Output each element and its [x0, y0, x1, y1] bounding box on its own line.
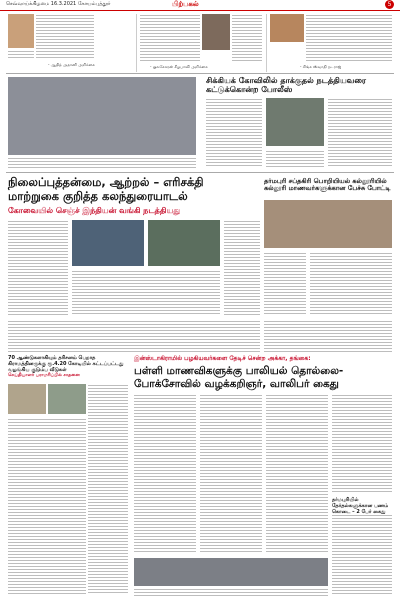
article-text: [232, 14, 262, 62]
headline-cash-seizure: தர்மபுரியில் தேர்தல்களுக்கான பணம் கொடை – 2 பேர் கைது: [332, 497, 389, 515]
article-text: [140, 14, 200, 62]
event-photo: [148, 220, 220, 266]
article-text: [88, 384, 128, 594]
rule: [6, 73, 394, 74]
masthead: பிற்பகல்: [172, 0, 199, 8]
divider: [136, 14, 137, 72]
caption: - குலசேகரன் கீழபாவி அறிக்கை: [150, 64, 208, 69]
headline-bottom-line2: போக்சோவில் வழக்கறிஞர், வாலிபர் கைது: [134, 378, 339, 390]
news-photo: [266, 98, 324, 146]
portrait-photo: [8, 14, 34, 48]
article-text: [134, 394, 196, 554]
headline-village: 70 ஆண்டுகளாகியும் தரிசனம் பெறாத கிராமத்தினருக்கு ரூ.4.20 கோடியில் கட்டப்பட்டது வழங்கிய குடும்ப வீடுகள்: [8, 355, 124, 373]
article-text: [72, 270, 220, 316]
rule: [6, 172, 394, 173]
article-text: [36, 14, 94, 60]
headline-main-line2: மாற்றுகை குறித்த கலந்துரையாடல்: [8, 189, 188, 203]
caption: - சிங்க ஸ்வாதி நடராஜ்: [300, 64, 342, 69]
event-photo: [72, 220, 144, 266]
divider: [266, 14, 267, 72]
article-text: [206, 98, 262, 168]
news-photo: [8, 384, 46, 414]
article-text: [332, 514, 392, 594]
headline-temple: சிக்கியக் கோவிலில் தாக்குதல் நடத்தியவரை கட்டுக்கொன்ற போலீஸ்: [206, 76, 367, 95]
subhead-main: கோவையில் செஞ்ச் இந்தியன் வங்கி நடத்தியது: [8, 206, 181, 215]
news-photo: [48, 384, 86, 414]
photo-caption: [134, 588, 328, 596]
article-text: [266, 150, 324, 168]
article-text: [224, 220, 260, 316]
subhead-village: செய்தியாளர் பராமரிப்பில் சாதனை: [8, 373, 80, 378]
article-text: [8, 220, 68, 316]
article-text: [8, 320, 260, 354]
event-photo: [8, 77, 196, 155]
article-text: [266, 394, 328, 554]
article-text: [264, 320, 392, 354]
headline-college: தர்மபுரி சப்தகிரி பொறியியல் கல்லூரியில் கல்லூரி மாணவர்களுக்கான பேச்சு போட்டி: [264, 177, 391, 193]
page-number: 5: [385, 0, 394, 9]
photo-caption: [8, 157, 196, 169]
portrait-photo: [202, 14, 230, 50]
article-text: [264, 252, 306, 316]
meeting-photo: [134, 558, 328, 586]
article-text: [8, 418, 86, 594]
article-text: [306, 14, 392, 62]
portrait-photo: [270, 14, 304, 42]
article-text: [200, 394, 262, 554]
group-photo: [264, 200, 392, 248]
byline: - ஆதித் அதானி அறிக்கை: [48, 62, 95, 67]
kicker-bottom: இன்ஸ்டாகிராமில் பழகியவர்களை தேடிச் சென்ற அக்கா, தங்கை:: [134, 355, 311, 362]
article-text: [310, 252, 392, 316]
article-text: [332, 394, 392, 494]
headline-main-line1: நிலைப்புத்தன்மை, ஆற்றல் – எரிசக்தி: [8, 175, 204, 189]
page-header: [0, 0, 400, 11]
issue-date: செவ்வாய்க்கிழமை 16.3.2021 கோயம்புத்தூர்: [6, 1, 111, 7]
article-text: [328, 98, 392, 168]
headline-bottom-line1: பள்ளி மாணவிகளுக்கு பாலியல் தொல்லை-: [134, 365, 344, 377]
article-text: [8, 50, 34, 60]
